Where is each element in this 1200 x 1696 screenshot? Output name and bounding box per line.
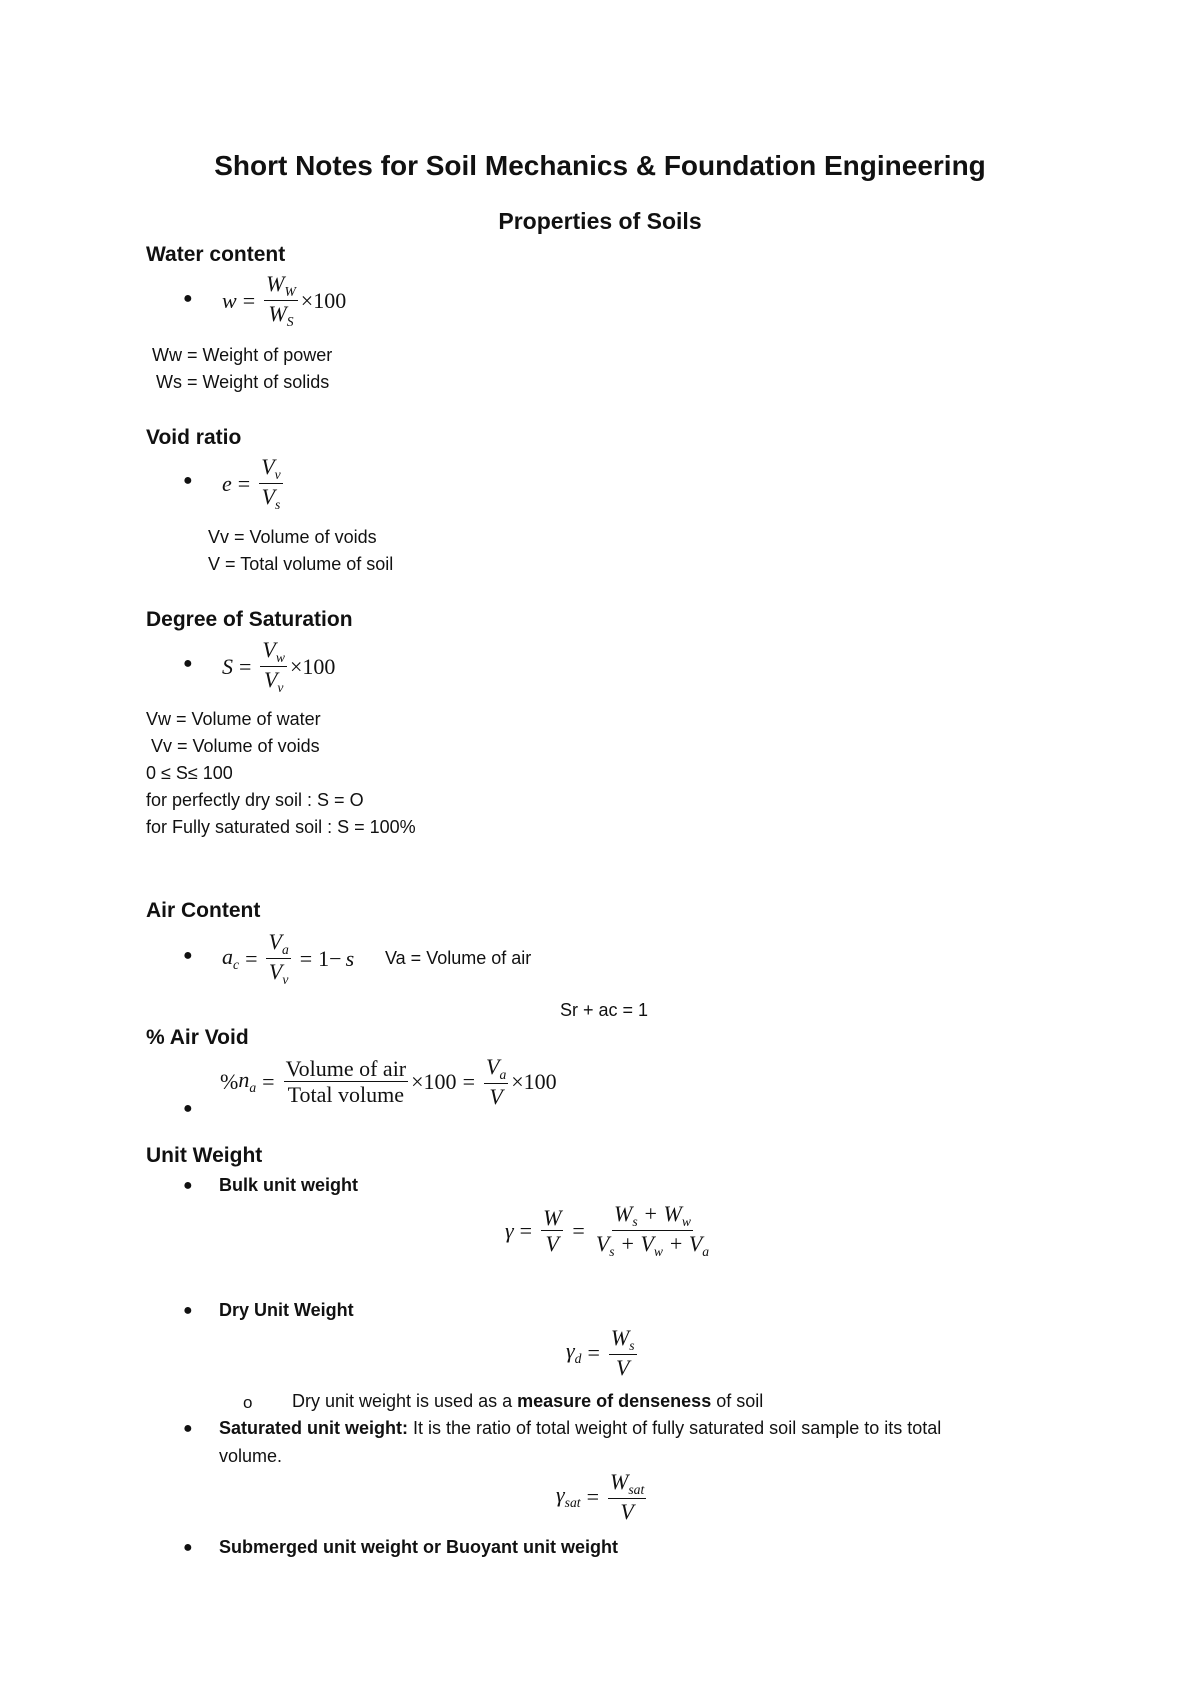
bullet: ● — [183, 1420, 193, 1437]
saturation-line: 0 ≤ S≤ 100 — [146, 763, 233, 783]
formula-air-content: $a_c$ = $\frac{V_a}{V_v}$ = 1− s — [222, 929, 355, 987]
bullet: ● — [183, 655, 193, 672]
formula-saturation: S = $\frac{V_w}{V_v}$ ×100 — [222, 637, 336, 695]
section-title: Properties of Soils — [498, 208, 702, 234]
saturated-unit-weight-text — [219, 1418, 941, 1439]
bullet: ● — [183, 472, 193, 489]
air-void-denominator: Total volume — [287, 1082, 405, 1108]
formula-void-ratio: e = $\frac{V_v}{V_s}$ — [222, 454, 281, 512]
saturated-unit-weight-text-2: volume. — [219, 1446, 283, 1466]
heading-unit-weight: Unit Weight — [146, 1144, 263, 1167]
saturation-line: Vw = Volume of water — [146, 709, 321, 729]
formula-water-content: w = $\frac{W_W}{W_S}$ ×100 — [222, 271, 347, 329]
label-submerged-unit-weight: Submerged unit weight or Buoyant unit weight — [219, 1537, 618, 1557]
sub-bullet: o — [243, 1393, 253, 1412]
def-va: Va = Volume of air — [385, 948, 532, 968]
bullet: ● — [183, 1100, 193, 1117]
def-ww: Ww = Weight of power — [152, 345, 333, 365]
formula-saturated-unit-weight: $\gamma_{sat}$ = $\frac{W_{sat}}{V}$ — [556, 1469, 645, 1525]
air-relation: Sr + ac = 1 — [560, 1000, 649, 1020]
label-bulk-unit-weight: Bulk unit weight — [219, 1175, 358, 1195]
saturation-line: for perfectly dry soil : S = O — [146, 790, 364, 810]
def-ws: Ws = Weight of solids — [156, 372, 330, 392]
bullet: ● — [183, 947, 193, 964]
heading-air-content: Air Content — [146, 899, 261, 922]
heading-air-void: % Air Void — [146, 1026, 249, 1049]
heading-water-content: Water content — [146, 243, 286, 266]
def-vv: Vv = Volume of voids — [208, 527, 377, 547]
saturation-line: for Fully saturated soil : S = 100% — [146, 817, 416, 837]
saturation-line: Vv = Volume of voids — [146, 736, 320, 756]
heading-degree-of-saturation: Degree of Saturation — [146, 608, 353, 631]
heading-void-ratio: Void ratio — [146, 426, 242, 449]
formula-air-void: % $n_a$ = $\frac{\text{Volume of air}}{\text{Total volume}}$ ×100 = $\frac{V_a}{V}$ ×100 — [220, 1054, 557, 1110]
formula-dry-unit-weight: $\gamma_d$ = $\frac{W_s}{V}$ — [566, 1325, 635, 1381]
bullet: ● — [183, 1177, 193, 1194]
label-dry-unit-weight: Dry Unit Weight — [219, 1300, 354, 1320]
dry-note-bold: measure of denseness — [517, 1391, 712, 1411]
bullet: ● — [183, 1539, 193, 1556]
saturated-desc: It is the ratio of total weight of fully saturated soil sample to its total — [408, 1418, 942, 1438]
document-title: Short Notes for Soil Mechanics & Foundation Engineering — [214, 150, 986, 181]
dry-note-suffix: of soil — [711, 1391, 764, 1411]
dry-note-prefix: Dry unit weight is used as a — [292, 1391, 518, 1411]
def-v: V = Total volume of soil — [208, 554, 394, 574]
bullet: ● — [183, 1302, 193, 1319]
dry-note — [292, 1391, 763, 1412]
bullet: ● — [183, 290, 193, 307]
saturated-label: Saturated unit weight: — [219, 1418, 408, 1438]
formula-bulk-unit-weight: γ = $\frac{W}{V}$ = $\frac{W_s + W_w}{V_s + V_w + V_a}$ — [505, 1201, 710, 1259]
air-void-numerator: Volume of air — [285, 1055, 407, 1081]
